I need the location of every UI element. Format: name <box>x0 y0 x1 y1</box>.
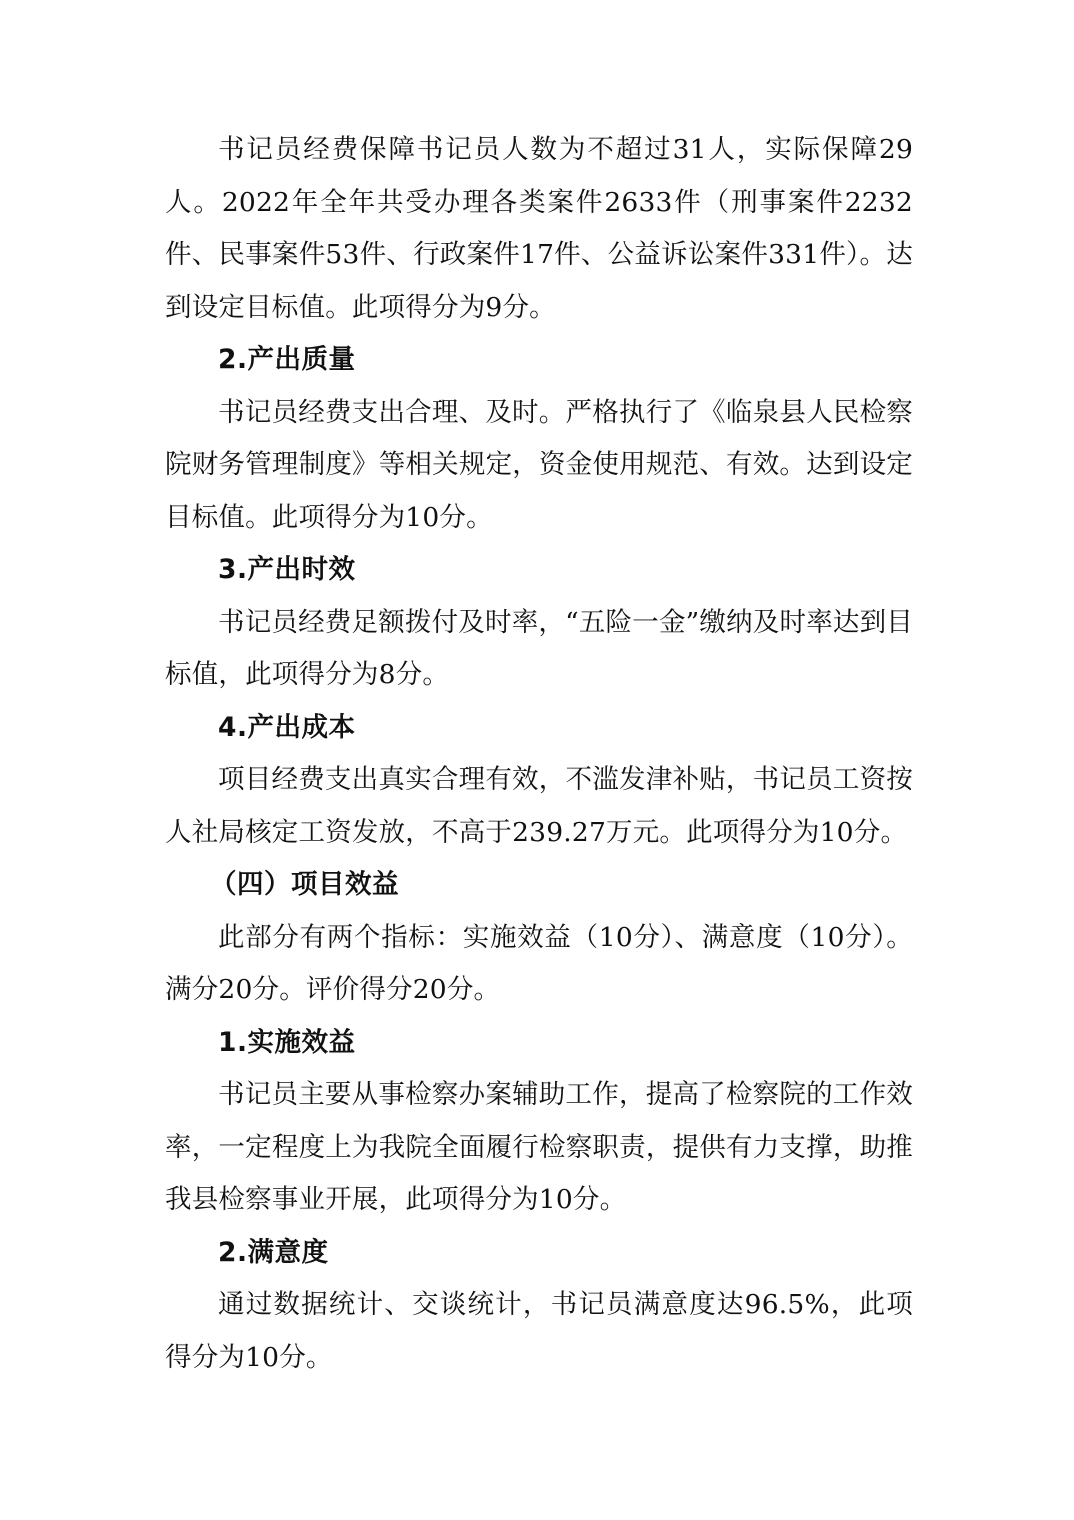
paragraph-project-benefits: 此部分有两个指标：实施效益（10分）、满意度（10分）。满分20分。评价得分20分。 <box>165 921 913 1005</box>
document-page <box>165 124 913 1384</box>
paragraph-implementation-benefit: 书记员主要从事检察办案辅助工作，提高了检察院的工作效率，一定程度上为我院全面履行检察职责，提供有力支撑，助推我县检察事业开展，此项得分为10分。 <box>165 1079 913 1215</box>
paragraph-output-timeliness: 书记员经费足额拨付及时率，“五险一金”缴纳及时率达到目标值，此项得分为8分。 <box>165 606 913 690</box>
heading-satisfaction: 2.满意度 <box>218 1236 329 1268</box>
paragraph-output-cost: 项目经费支出真实合理有效，不滥发津补贴，书记员工资按人社局核定工资发放，不高于239.27万元。此项得分为10分。 <box>165 764 913 848</box>
heading-output-quality: 2.产出质量 <box>218 344 356 375</box>
paragraph-satisfaction: 通过数据统计、交谈统计，书记员满意度达96.5%，此项得分为10分。 <box>165 1289 913 1373</box>
heading-project-benefits: （四）项目效益 <box>210 869 400 900</box>
heading-output-timeliness: 3.产出时效 <box>218 554 356 585</box>
paragraph-output-quality: 书记员经费支出合理、及时。严格执行了《临泉县人民检察院财务管理制度》等相关规定，资金使用规范、有效。达到设定目标值。此项得分为10分。 <box>165 396 913 533</box>
heading-implementation-benefit: 1.实施效益 <box>218 1026 356 1058</box>
heading-output-cost: 4.产出成本 <box>218 711 356 743</box>
paragraph-clerk-staffing: 书记员经费保障书记员人数为不超过31人，实际保障29人。2022年全年共受办理各类案件2633件（刑事案件2232件、民事案件53件、行政案件17件、公益诉讼案件331件）。达到设定目标值。此项得分为9分。 <box>165 134 913 323</box>
